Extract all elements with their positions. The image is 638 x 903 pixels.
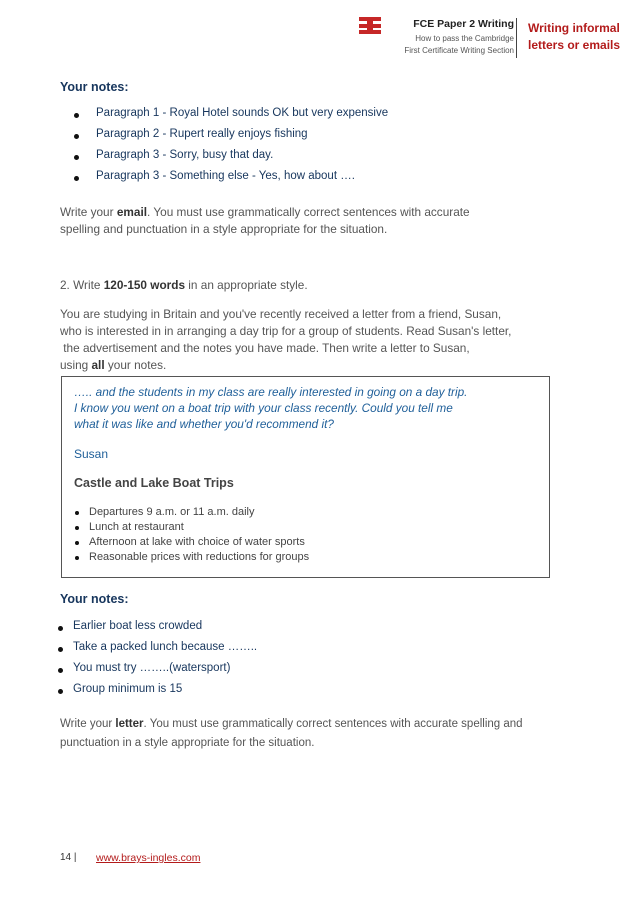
instruction-text: Write your email. You must use grammatically correct sentences with accurate spelling and punctuation in a style appropriate for the situation. — [60, 205, 470, 236]
list-item: Earlier boat less crowded — [73, 620, 202, 632]
list-item: Reasonable prices with reductions for groups — [89, 551, 309, 563]
instruction-text-2: Write your letter. You must use grammatically correct sentences with accurate spelling and punctuation in a style appropriate for the situation. — [60, 718, 523, 749]
list-item: Paragraph 3 - Sorry, busy that day. — [96, 149, 273, 161]
advert-title: Castle and Lake Boat Trips — [74, 476, 234, 490]
bullet-icon — [75, 556, 79, 560]
notes-heading-2: Your notes: — [60, 592, 129, 606]
task-heading: 2. Write 120-150 words in an appropriate style. — [60, 278, 308, 292]
letter-excerpt: ….. and the students in my class are really interested in going on a day trip. I know you went on a boat trip with your class recently. Could you tell me what it was like and whether you'd recommend it? — [74, 385, 468, 431]
bullet-icon — [58, 626, 63, 631]
section-title: Writing informal — [528, 21, 620, 35]
header-title: FCE Paper 2 Writing — [413, 18, 514, 30]
list-item: Paragraph 3 - Something else - Yes, how about …. — [96, 170, 355, 182]
bullet-icon — [74, 176, 79, 181]
header-divider — [516, 18, 517, 58]
website-link[interactable]: www.brays-ingles.com — [96, 852, 201, 864]
bullet-icon — [75, 511, 79, 515]
letter-box — [61, 376, 550, 578]
list-item: Paragraph 1 - Royal Hotel sounds OK but very expensive — [96, 107, 388, 119]
bullet-icon — [75, 526, 79, 530]
list-item: Group minimum is 15 — [73, 683, 182, 695]
notes-heading: Your notes: — [60, 80, 129, 94]
list-item: Departures 9 a.m. or 11 a.m. daily — [89, 506, 254, 518]
bullet-icon — [58, 668, 63, 673]
list-item: Lunch at restaurant — [89, 521, 184, 533]
bullet-icon — [58, 689, 63, 694]
bullet-icon — [75, 541, 79, 545]
section-title-2: letters or emails — [528, 38, 621, 52]
header-subtitle: How to pass the Cambridge — [415, 34, 514, 43]
page-number: 14 | — [60, 852, 77, 863]
bullet-icon — [74, 134, 79, 139]
list-item: Take a packed lunch because …….. — [73, 641, 257, 653]
list-item: You must try ……..(watersport) — [73, 662, 230, 674]
header-subtitle-2: First Certificate Writing Section — [404, 46, 514, 55]
bullet-icon — [74, 155, 79, 160]
list-item: Paragraph 2 - Rupert really enjoys fishing — [96, 128, 308, 140]
list-item: Afternoon at lake with choice of water sports — [89, 536, 305, 548]
flag-icon — [359, 17, 381, 34]
bullet-icon — [74, 113, 79, 118]
task-description: You are studying in Britain and you've recently received a letter from a friend, Susan, who is interested in in arranging a day trip for a group of students. Read Susan's letter, the advertisement and the notes you have made. Then write a letter to Susan, using all your notes. — [60, 307, 512, 372]
letter-signature: Susan — [74, 447, 109, 461]
bullet-icon — [58, 647, 63, 652]
